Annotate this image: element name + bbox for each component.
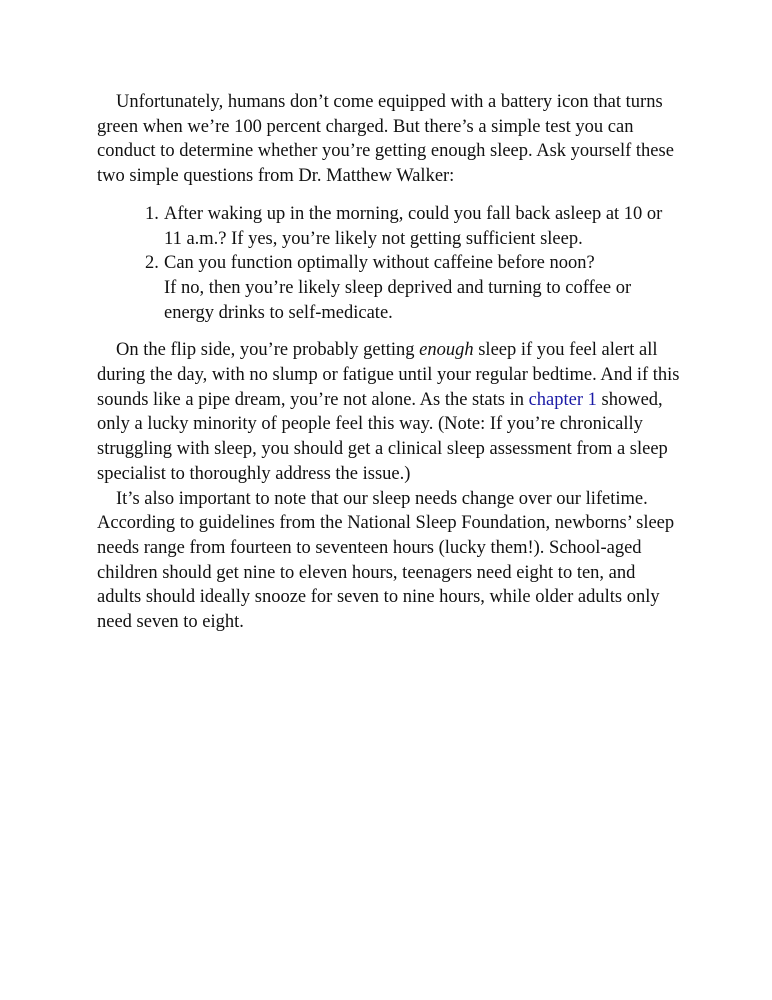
list-item-followup-text: If no, then you’re likely sleep deprived and turning to coffee or energy drinks to self-medicate. bbox=[164, 277, 632, 323]
lifetime-paragraph: It’s also important to note that our sleep needs change over our lifetime. According to guidelines from the National Sleep Foundation, newborns’ sleep needs range from fourteen to seventeen hours (lucky them!). School-aged children should get nine to eleven hours, teenagers need eight to ten, and adults should ideally snooze for seven to nine hours, while older adults only need seven to eight. bbox=[97, 488, 675, 633]
document-page bbox=[97, 90, 682, 635]
list-item-text: After waking up in the morning, could you fall back asleep at 10 or 11 a.m.? If yes, you’re likely not getting sufficient sleep. bbox=[164, 203, 663, 249]
list-item bbox=[145, 251, 682, 325]
flip-side-text-end: showed, only a lucky minority of people feel this way. (Note: If you’re chronically struggling with sleep, you should get a clinical sleep assessment from a sleep specialist to thoroughly address the issue.) bbox=[97, 389, 668, 484]
emphasis-text: enough bbox=[419, 340, 474, 361]
chapter-link[interactable]: chapter 1 bbox=[528, 389, 597, 410]
flip-side-paragraph bbox=[97, 338, 682, 486]
flip-side-text-start: On the flip side, you’re probably getting bbox=[116, 340, 420, 361]
intro-paragraph: Unfortunately, humans don’t come equipped with a battery icon that turns green when we’re 100 percent charged. But there’s a simple test you can conduct to determine whether you’re getting enough sleep. Ask yourself these two simple questions from Dr. Matthew Walker: bbox=[97, 92, 674, 187]
sleep-questions-list bbox=[97, 202, 682, 326]
flip-side-text-middle: sleep if you feel alert all during the day, with no slump or fatigue until your regular bedtime. And if this sounds like a pipe dream, you’re not alone. As the stats in bbox=[97, 340, 680, 410]
list-item-number: 2. bbox=[145, 253, 159, 274]
list-item bbox=[145, 202, 682, 251]
list-item-text: Can you function optimally without caffeine before noon? bbox=[164, 253, 595, 274]
list-item-number: 1. bbox=[145, 203, 159, 224]
